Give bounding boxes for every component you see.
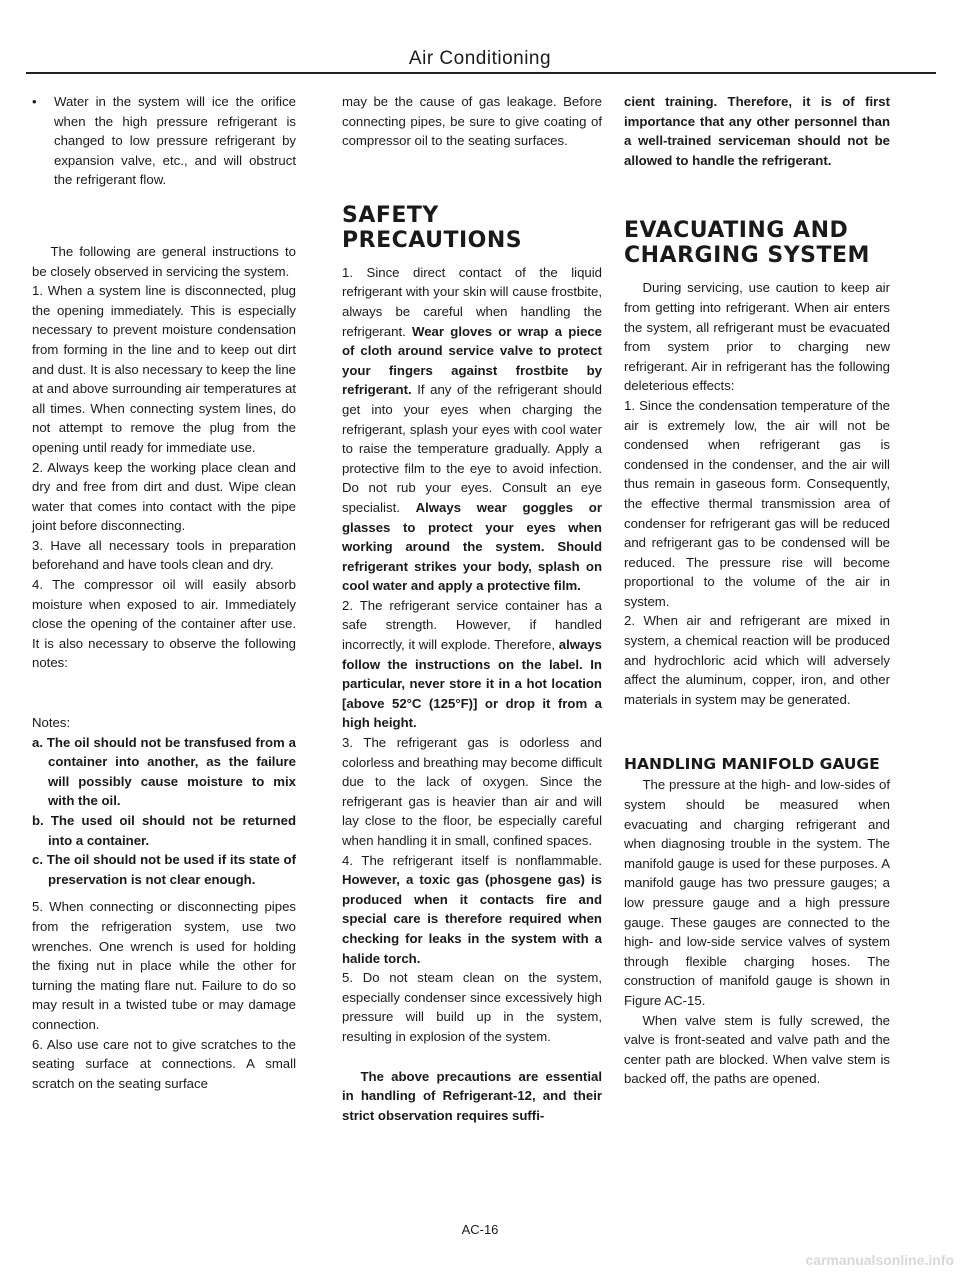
bullet-icon: • bbox=[32, 94, 37, 109]
header-divider bbox=[26, 72, 936, 74]
instruction-2: 2. Always keep the working place clean and dry and free from dirt and dust. Wipe clean water that comes into contact with the pipe joint before disconnecting. bbox=[32, 459, 296, 534]
column-right bbox=[624, 92, 890, 1089]
manifold-paragraph-1: The pressure at the high- and low-sides of system should be measured when evacuating and charging refrigerant and when diagnosing trouble in the system. The manifold gauge is used for these purposes. A manifold gauge has two pressure gauges; a low pressure gauge and a high pressure gauge. These gauges are connected to the high- and low-side service valves of system through flexible charging hoses. The construction of manifold gauge is shown in Figure AC-15. bbox=[624, 777, 890, 1008]
notes-label: Notes: bbox=[32, 715, 71, 731]
note-c: c. The oil should not be used if its state of preservation is not clear enough. bbox=[32, 852, 296, 887]
evacuating-intro: During servicing, use caution to keep air from getting into refrigerant. When air enters the system, all refrigerant must be evacuated from system prior to charging new refrigerant. Air in refrigerant has the following deleterious effects: bbox=[624, 280, 890, 394]
column-left bbox=[32, 92, 296, 1093]
column-middle bbox=[342, 92, 602, 1125]
page-header-title: Air Conditioning bbox=[408, 48, 552, 69]
safety-item-3: 3. The refrigerant gas is odorless and colorless and breathing may become difficult due to the lack of oxygen. Since the refrigerant gas is heavier than air and will lay close to the floor, be especially careful when handling it in small, confined spaces. bbox=[342, 735, 602, 848]
section-heading-safety: SAFETY PRECAUTIONS bbox=[342, 202, 523, 253]
subheading-manifold-gauge: HANDLING MANIFOLD GAUGE bbox=[624, 755, 880, 774]
instruction-4: 4. The compressor oil will easily absorb moisture when exposed to air. Immediately close the opening of the container after use. It is also necessary to observe the following notes: bbox=[32, 577, 296, 671]
instruction-1: 1. When a system line is disconnected, plug the opening immediately. This is especially necessary to prevent moisture condensation from forming in the line and to keep out dirt and dust. It is also necessary to keep the line at and above surrounding air temperatures at all times. When connecting system lines, do not attempt to remove the plug from the opening until ready for immediate use. bbox=[32, 283, 296, 455]
instruction-6: 6. Also use care not to give scratches to the seating surface at connections. A small scratch on the seating surface bbox=[32, 1036, 296, 1091]
intro-paragraph: The following are general instructions to be closely observed in servicing the system. bbox=[32, 243, 296, 279]
safety-item-2: 2. The refrigerant service container has a safe strength. However, if handled incorrectly, it will explode. Therefore, always follow the instructions on the label. In particular, never store it in a hot location [above 52°C (125°F)] or drop it from a high height. bbox=[342, 597, 602, 731]
effect-2: 2. When air and refrigerant are mixed in system, a chemical reaction will be produced and hydrochloric acid which will adversely affect the aluminum, copper, iron, and other materials in system may be generated. bbox=[624, 613, 890, 707]
note-b: b. The used oil should not be returned into a container. bbox=[32, 813, 296, 848]
watermark: carmanualsonline.info bbox=[805, 1252, 954, 1268]
manifold-paragraph-2: When valve stem is fully screwed, the valve is front-seated and valve path and the center path are blocked. When valve stem is backed off, the paths are opened. bbox=[624, 1012, 890, 1087]
continued-paragraph-right: cient training. Therefore, it is of first importance that any other personnel than a well-trained serviceman should not be allowed to handle the refrigerant. bbox=[624, 94, 890, 168]
note-a: a. The oil should not be transfused from a container into another, as the failure will possibly cause moisture to mix with the oil. bbox=[32, 734, 296, 809]
safety-item-1: 1. Since direct contact of the liquid refrigerant with your skin will cause frostbite, always be careful when handling the refrigerant. Wear gloves or wrap a piece of cloth around service valve to protect your fingers against frostbite by refrigerant. If any of the refrigerant should get into your eyes when charging the refrigerant, splash your eyes with cool water to raise the temperature gradually. Apply a protective film to the eye to avoid infection. Do not rub your eyes. Consult an eye specialist. Always wear goggles or glasses to protect your eyes when working around the system. Should refrigerant strikes your body, splash on cool water and apply a protective film. bbox=[342, 264, 602, 594]
safety-item-4: 4. The refrigerant itself is nonflammable. However, a toxic gas (phosgene gas) is produced when it contacts fire and special care is therefore required when checking for leaks in the system with a halide torch. bbox=[342, 852, 602, 966]
section-heading-evacuating: EVACUATING AND CHARGING SYSTEM bbox=[624, 218, 870, 269]
closing-paragraph: The above precautions are essential in handling of Refrigerant-12, and their strict observation requires suffi- bbox=[342, 1068, 602, 1123]
bullet-text: Water in the system will ice the orifice when the high pressure refrigerant is changed to low pressure refrigerant by expansion valve, etc., and will obstruct the refrigerant flow. bbox=[54, 94, 296, 188]
page-number: AC-16 bbox=[461, 1222, 499, 1237]
continued-paragraph: may be the cause of gas leakage. Before connecting pipes, be sure to give coating of compressor oil to the seating surfaces. bbox=[342, 94, 602, 149]
safety-item-5: 5. Do not steam clean on the system, especially condenser since excessively high pressure will build up in the system, resulting in explosion of the system. bbox=[342, 970, 602, 1044]
effect-1: 1. Since the condensation temperature of the air is extremely low, the air will not be condensed when refrigerant gas is condensed in the condenser, and the air will thus remain in gaseous form. Consequently, the effective thermal transmission area of condenser for refrigerant gas will be reduced and refrigerant gas to be condensed will be reduced. The pressure rise will become proportional to the volume of the air in system. bbox=[624, 397, 890, 609]
instruction-5: 5. When connecting or disconnecting pipes from the refrigeration system, use two wrenches. One wrench is used for holding the fixing nut in place while the other for turning the mating flare nut. Failure to do so may result in a twisted tube or may damage connection. bbox=[32, 899, 296, 1032]
instruction-3: 3. Have all necessary tools in preparation beforehand and have tools clean and dry. bbox=[32, 537, 296, 573]
bullet-paragraph bbox=[32, 92, 296, 190]
